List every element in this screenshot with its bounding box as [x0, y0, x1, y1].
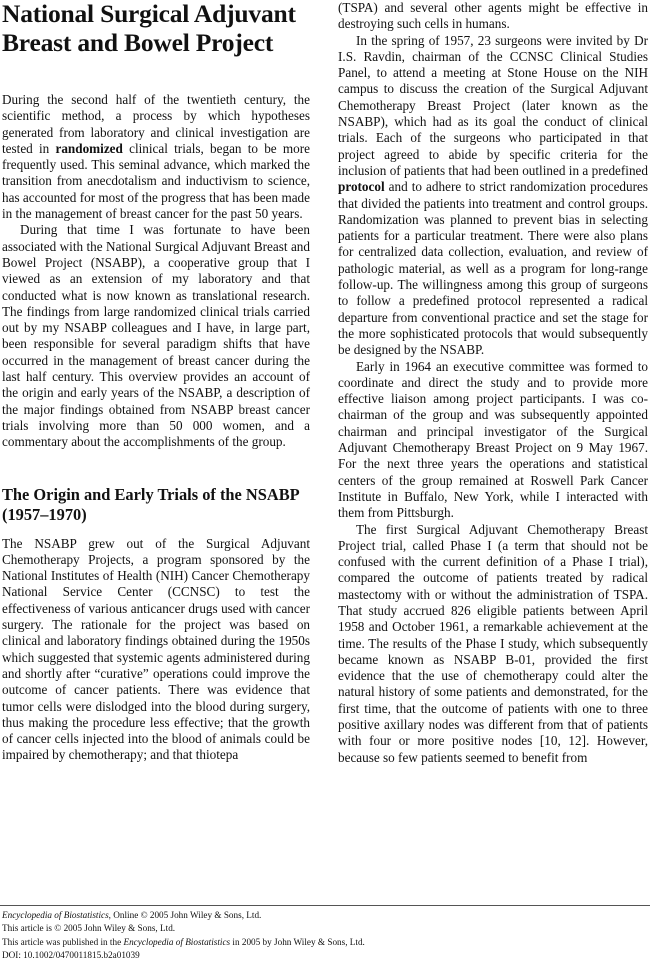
right-column: [338, 0, 648, 766]
bold-term: randomized: [55, 140, 123, 156]
section-heading: The Origin and Early Trials of the NSABP (1957–1970): [2, 484, 299, 524]
intro-paragraph-2: During that time I was fortunate to have been associated with the National Surgical Adjuvant Breast and Bowel Project (NSABP), a cooperative group that I viewed as an extension of my laboratory and that conducted what is now known as translational research. The findings from large randomized clinical trials carried out by my NSABP colleagues and I have, in large part, been responsible for several paradigm shifts that have occurred in the management of breast cancer during the last half century. This overview provides an account of the origin and early years of the NSABP, a description of the major findings obtained from NSABP breast cancer trials involving more than 50 000 women, and a commentary about the accomplishments of the group.: [2, 222, 310, 450]
body-paragraph-phase-i-trial: The first Surgical Adjuvant Chemotherapy Breast Project trial, called Phase I (a term that should not be confused with the current definition of a Phase I trial), compared the outcome of patients treated by radical mastectomy with or without the administration of TSPA. That study accrued 826 eligible patients between April 1958 and October 1961, a remarkable achievement at the time. The results of the Phase I study, which subsequently became known as NSABP B-01, provided the first evidence that the use of chemotherapy could alter the natural history of some patients and demonstrated, for the first time, that the outcome of patients with one to three positive axillary nodes was different from that of patients with four or more positive nodes [10, 12]. However, because so few patients seemed to benefit from: [338, 521, 648, 765]
citation-footer: [2, 909, 642, 962]
footer-published-journal: Encyclopedia of Biostatistics: [123, 936, 231, 947]
text-run: In the spring of 1957, 23 surgeons were invited by Dr I.S. Ravdin, chairman of the CCNSC Clinical Studies Panel, to attend a meeting at Stone House on the NIH campus to discuss the creation of the Surgical Adjuvant Chemotherapy Breast Project (later known as the NSABP), which had as its goal the conduct of clinical trials. Each of the surgeons who participated in that project agreed to abide by specific criteria for the inclusion of patients that had been outlined in a predefined: [338, 32, 648, 178]
text-run: During the second half of the twentieth century, the scientific method, a process by which hypotheses generated from laboratory and clinical investigation are tested in: [2, 92, 310, 156]
bold-term: protocol: [338, 179, 385, 195]
footer-line-copyright: This article is © 2005 John Wiley & Sons, Ltd.: [2, 923, 176, 934]
body-paragraph-1964-committee: Early in 1964 an executive committee was formed to coordinate and direct the study and to provide more effective liaison among project participants. I was co-chairman of the group and was subsequently appointed chairman and principal investigator of the Surgical Adjuvant Chemotherapy Breast Project on 9 May 1967. For the next three years the operations and statistical centers of the group remained at Roswell Park Cancer Institute in Buffalo, New York, while I interacted with them from Pittsburgh.: [338, 358, 648, 521]
footer-journal-italic: Encyclopedia of Biostatistics: [2, 910, 109, 920]
article-title: National Surgical Adjuvant Breast and Bowel Project: [2, 0, 296, 57]
footer-line-online: [2, 909, 642, 922]
left-column: [2, 0, 310, 764]
footer-published-a: This article was published in the: [2, 936, 124, 947]
text-run: clinical trials, began to be more frequently used. This seminal advance, which marked the transition from anecdotalism and inductivism to science, has accounted for most of the progress that has been made in the management of breast cancer for the past 50 years.: [2, 140, 310, 222]
continued-paragraph: (TSPA) and several other agents might be effective in destroying such cells in humans.: [338, 0, 648, 32]
intro-paragraph-1: [2, 92, 310, 222]
footer-doi: DOI: 10.1002/0470011815.b2a01039: [2, 949, 140, 960]
footer-line-published: [2, 936, 642, 949]
section-paragraph-1: The NSABP grew out of the Surgical Adjuvant Chemotherapy Projects, a program sponsored by the National Institutes of Health (NIH) Cancer Chemotherapy National Service Center (CCNSC) to test the effectiveness of various anticancer drugs used with cancer surgery. The rationale for the project was based on clinical and laboratory findings obtained during the 1950s which suggested that systemic agents administered during and shortly after “curative” operations could improve the outcome of cancer patients. There was evidence that tumor cells were dislodged into the blood during surgery, thus making the procedure less effective; that the growth of cancer cells injected into the blood of animals could be impaired by chemotherapy; and that thiotepa: [2, 535, 310, 763]
footer-divider: [0, 905, 650, 906]
footer-published-b: in 2005 by John Wiley & Sons, Ltd.: [230, 936, 365, 947]
body-paragraph-1957-meeting: [338, 33, 648, 359]
text-run: and to adhere to strict randomization procedures that divided the patients into treatment and control groups. Randomization was planned to prevent bias in selecting patients for a particular treatment. There were also plans for centralized data collection, evaluation, and review of pathologic material, as well as a program for long-range follow-up. The willingness among this group of surgeons to follow a predefined protocol represented a radical departure from conventional practice and set the stage for the more sophisticated protocols that would subsequently be designed by the NSABP.: [338, 179, 648, 358]
footer-line-online-rest: , Online © 2005 John Wiley & Sons, Ltd.: [108, 910, 262, 920]
